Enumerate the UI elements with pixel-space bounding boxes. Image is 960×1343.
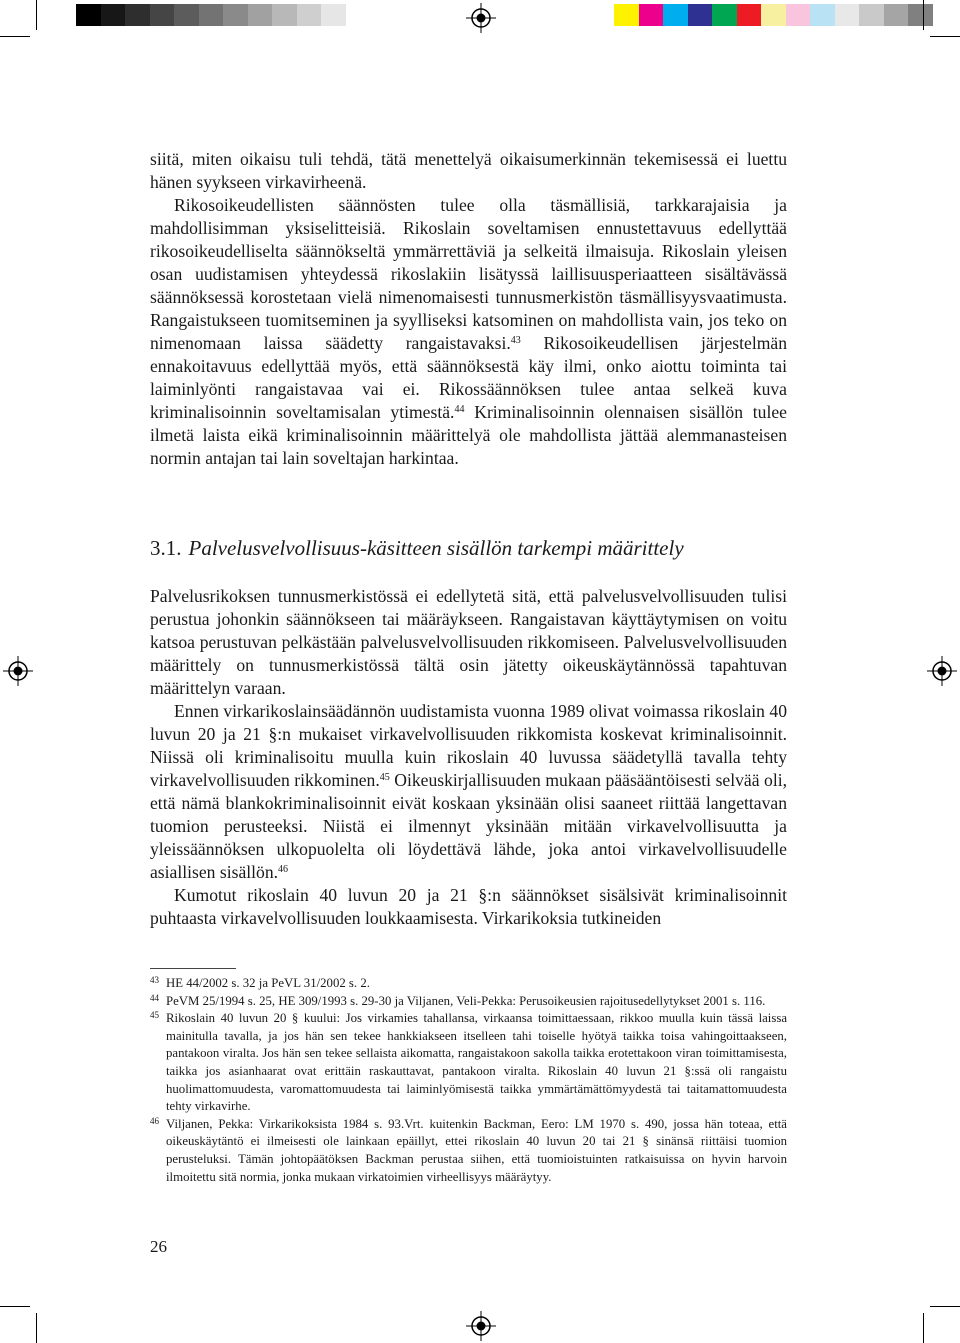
section-heading: 3.1. Palvelusvelvollisuus-käsitteen sisällön tarkempi määrittely — [150, 536, 684, 560]
footnotes — [150, 975, 787, 1186]
registration-mark-icon — [3, 656, 33, 686]
color-swatch — [663, 4, 688, 26]
color-swatch — [884, 4, 909, 26]
color-swatch — [272, 4, 297, 26]
color-swatch — [101, 4, 126, 26]
color-swatch — [761, 4, 786, 26]
registration-mark-icon — [466, 3, 496, 33]
crop-mark — [36, 1313, 37, 1343]
page-number: 26 — [150, 1237, 167, 1256]
crop-mark — [0, 1306, 30, 1307]
crop-mark — [36, 0, 37, 30]
color-swatch — [125, 4, 150, 26]
crop-mark — [930, 36, 960, 37]
color-swatch — [614, 4, 639, 26]
color-swatch — [859, 4, 884, 26]
color-swatch — [835, 4, 860, 26]
color-swatch — [174, 4, 199, 26]
paragraph: Kumotut rikoslain 40 luvun 20 ja 21 §:n säännökset sisälsivät kriminalisoinnit puhtaasta virkavelvollisuuden loukkaamisesta. Virkarikoksia tutkineiden — [150, 885, 787, 928]
color-swatch — [908, 4, 933, 26]
crop-mark — [0, 36, 30, 37]
footnote-divider — [150, 968, 236, 969]
crop-mark — [930, 1306, 960, 1307]
footnote-ref[interactable]: 45 — [379, 772, 390, 783]
footnote-ref[interactable]: 46 — [278, 864, 289, 875]
grayscale-swatch-bar — [76, 4, 346, 26]
color-swatch — [810, 4, 835, 26]
footnote-number: 43 — [150, 975, 159, 985]
color-swatch — [76, 4, 101, 26]
footnote: 44 PeVM 25/1994 s. 25, HE 309/1993 s. 29-30 ja Viljanen, Veli-Pekka: Perusoikeusien rajoitusedellytykset 2001 s. 116. — [150, 993, 787, 1011]
color-swatch — [150, 4, 175, 26]
paragraph: Ennen virkarikoslainsäädännön uudistamista vuonna 1989 olivat voimassa rikoslain 40 luvun 20 ja 21 §:n mukaiset virkavelvollisuuden rikkomista koskevat kriminalisoinnit. Niissä oli kriminalisoitu muulla kuin rikoslain 40 luvussa säädetyllä tavalla tehty virkavelvollisuuden rikkominen.$^{45}$ Oikeuskirjallisuuden mukaan pääsääntöisesti selvää oli, että nämä blankokriminalisoinnit eivät koskaan yksinään olisi saaneet riittää langettavan tuomion perusteeksi. Niistä ei ilmennyt yksinään mitään virkavelvollisuutta ja yleissäännöksen ulkopuolelta oli löydettävä lähde, joka antoi virkavelvollisuudelle asiallisen sisällön.$^{46}$ — [150, 701, 787, 882]
footnote-ref[interactable]: 44 — [454, 404, 465, 415]
color-swatch — [297, 4, 322, 26]
registration-mark-icon — [927, 656, 957, 686]
color-swatch — [223, 4, 248, 26]
footnote-number: 46 — [150, 1115, 159, 1126]
crop-mark — [923, 1313, 924, 1343]
color-swatch — [688, 4, 713, 26]
paragraph: siitä, miten oikaisu tuli tehdä, tätä menettelyä oikaisumerkinnän tekemisessä ei luettu hänen syykseen virkavirheenä. — [150, 149, 787, 192]
body-text-section — [150, 585, 787, 930]
footnote: 43 HE 44/2002 s. 32 ja PeVL 31/2002 s. 2. — [150, 975, 787, 993]
color-swatch — [248, 4, 273, 26]
color-swatch — [639, 4, 664, 26]
footnote-number: 44 — [150, 992, 159, 1003]
footnote-number: 45 — [150, 1010, 159, 1021]
footnote: 45 Rikoslain 40 luvun 20 § kuului: Jos virkamies tahallansa, virkaansa toimittaessaan, rikkoo muulla kuin tässä laissa mainitulla tavalla, ja jos hän sen tekee hankkiakseen itselleen tahi toiselle hyötyä taikka toisa vahingoittaakseen, pantakoon viralta. Jos hän sen tekee sellaista aikomatta, rangaistakoon sakolla taikka erotettakoon viran toimittamisesta, taikka jos asianhaarat ovat erittäin raskauttavat, pantakoon viralta. Rikoslain 40 luvun 21 §:ssä oli rangaistu huolimattomuudesta, varomattomuudesta tai laiminlyömisestä taikka ymmärtämättömyydestä tai taitamattomuudesta tehty virkavirhe. — [150, 1010, 787, 1116]
crop-mark — [923, 0, 924, 30]
color-swatch — [321, 4, 346, 26]
color-swatch — [786, 4, 811, 26]
color-swatch — [199, 4, 224, 26]
footnote: 46 Viljanen, Pekka: Virkarikoksista 1984 s. 93.Vrt. kuitenkin Backman, Eero: LM 1970 s. 490, jossa hän toteaa, että oikeuskäytäntö ei ilmeisesti ole lainkaan epäillyt, ettei rikoslain 40 luvun 20 tai 21 § sinänsä riittäisi tuomion perusteluksi. Tämän johtopäätöksen Backman perustaa siihen, että tuomioistuinten ratkaisuissa on hyvin harvoin ilmoitettu sitä normia, jonka mukaan virkatoimien virheellisyys määräytyy. — [150, 1116, 787, 1186]
paragraph: Rikosoikeudellisten säännösten tulee olla täsmällisiä, tarkkarajaisia ja mahdollisimman yksiselitteisiä. Rikoslain soveltamisen ennustettavuus edellyttää rikosoikeudelliselta säännökseltä ymmärrettäviä ja selkeitä ilmaisuja. Rikoslain yleisen osan uudistamisen yhteydessä rikoslakiin lisätyssä laillisuusperiaatteen sisältävässä säännöksessä korostetaan vielä nimenomaisesti tunnusmerkistön täsmällisyysvaatimusta. Rangaistukseen tuomitseminen ja syylliseksi katsominen on mahdollista vain, jos teko on nimenomaan laissa säädetty rangaistavaksi.$^{43}$ Rikosoikeudellisen järjestelmän ennakoitavuus edellyttää myös, että säännöksestä käy ilmi, onko aiottu toiminta tai laiminlyönti rangaistavaa vai ei. Rikossäännöksen tulee antaa selkeä kuva kriminalisoinnin soveltamisalan ytimestä.$^{44}$ Kriminalisoinnin olennaisen sisällön tulee ilmetä laista eikä kriminalisoinnin määrittelyä ole mahdollista jättää alemmanasteisen normin antajan tai lain soveltajan harkintaa. — [150, 195, 787, 468]
footnote-ref[interactable]: 43 — [510, 335, 521, 346]
color-swatch-bar — [614, 4, 933, 26]
body-text-top — [150, 148, 787, 470]
color-swatch — [737, 4, 762, 26]
color-swatch — [712, 4, 737, 26]
paragraph: Palvelusrikoksen tunnusmerkistössä ei edellytetä sitä, että palvelusvelvollisuuden tulisi perustua johonkin säännökseen tai määräykseen. Rangaistavan käyttäytymisen on voitu katsoa perustuvan pelkästään palvelusvelvollisuuden rikkomiseen. Palvelusvelvollisuuden määrittely on tunnusmerkistössä tältä osin jätetty oikeuskäytännössä tapahtuvan määrittelyn varaan. — [150, 586, 787, 698]
registration-mark-icon — [466, 1311, 496, 1341]
